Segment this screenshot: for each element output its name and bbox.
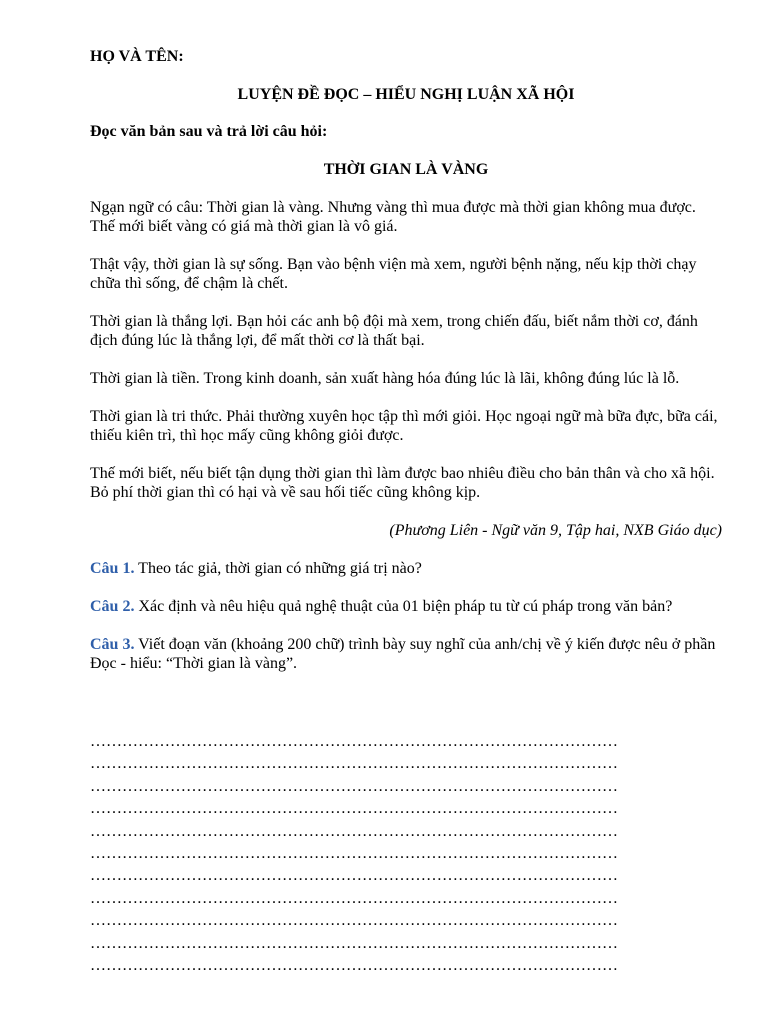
question-1 — [90, 559, 722, 578]
answer-line: ……………………………………………………………………………………… — [90, 912, 618, 930]
passage-title: THỜI GIAN LÀ VÀNG — [323, 161, 489, 178]
passage-paragraph: Thời gian là thắng lợi. Bạn hỏi các anh bộ đội mà xem, trong chiến đấu, biết nắm thời cơ, đánh địch đúng lúc là thắng lợi, để mất thời cơ là thất bại. — [90, 313, 698, 349]
passage-paragraph: Ngạn ngữ có câu: Thời gian là vàng. Nhưng vàng thì mua được mà thời gian không mua được. Thế mới biết vàng có giá mà thời gian là vô giá. — [90, 199, 696, 235]
passage-paragraph: Thế mới biết, nếu biết tận dụng thời gian thì làm được bao nhiêu điều cho bản thân và cho xã hội. Bỏ phí thời gian thì có hại và về sau hối tiếc cũng không kịp. — [90, 465, 715, 501]
passage-source: (Phương Liên - Ngữ văn 9, Tập hai, NXB Giáo dục) — [389, 522, 722, 539]
answer-area — [90, 731, 712, 977]
question-2 — [90, 597, 722, 616]
answer-line: ……………………………………………………………………………………… — [90, 800, 618, 818]
question-text: Viết đoạn văn (khoảng 200 chữ) trình bày suy nghĩ của anh/chị về ý kiến được nêu ở phần Đọc - hiểu: “Thời gian là vàng”. — [90, 636, 716, 672]
question-label: Câu 3. — [90, 636, 135, 653]
question-text: Xác định và nêu hiệu quả nghệ thuật của 01 biện pháp tu từ cú pháp trong văn bản? — [138, 598, 673, 615]
question-label: Câu 2. — [90, 598, 135, 615]
passage-paragraph: Thời gian là tri thức. Phải thường xuyên học tập thì mới giỏi. Học ngoại ngữ mà bữa đực, bữa cái, thiếu kiên trì, thì học mấy cũng không giỏi được. — [90, 408, 718, 444]
answer-line: ……………………………………………………………………………………… — [90, 889, 618, 907]
page-heading: LUYỆN ĐỀ ĐỌC – HIỂU NGHỊ LUẬN XÃ HỘI — [237, 86, 575, 103]
answer-line: ……………………………………………………………………………………… — [90, 822, 618, 840]
answer-line: ……………………………………………………………………………………… — [90, 733, 618, 750]
question-label: Câu 1. — [90, 560, 135, 577]
answer-line: ……………………………………………………………………………………… — [90, 755, 618, 773]
answer-line: ……………………………………………………………………………………… — [90, 867, 618, 885]
answer-line: ……………………………………………………………………………………… — [90, 934, 618, 952]
passage-paragraph: Thật vậy, thời gian là sự sống. Bạn vào bệnh viện mà xem, người bệnh nặng, nếu kịp thời chạy chữa thì sống, để chậm là chết. — [90, 256, 697, 292]
question-3 — [90, 635, 722, 673]
answer-line: ……………………………………………………………………………………… — [90, 777, 618, 795]
passage-paragraph: Thời gian là tiền. Trong kinh doanh, sản xuất hàng hóa đúng lúc là lãi, không đúng lúc là lỗ. — [90, 370, 680, 387]
answer-line: ……………………………………………………………………………………… — [90, 844, 618, 862]
question-text: Theo tác giả, thời gian có những giá trị nào? — [138, 560, 422, 577]
answer-line: ……………………………………………………………………………………… — [90, 956, 618, 974]
instruction: Đọc văn bản sau và trả lời câu hỏi: — [90, 123, 328, 140]
student-name-label: HỌ VÀ TÊN: — [90, 48, 184, 65]
